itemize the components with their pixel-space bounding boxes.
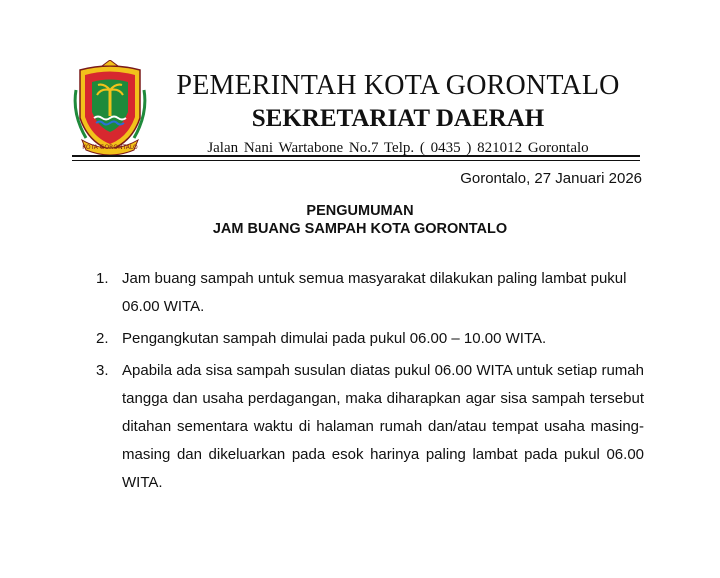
list-item xyxy=(96,265,644,321)
title-line-2: JAM BUANG SAMPAH KOTA GORONTALO xyxy=(212,221,508,237)
letterhead-thick-rule xyxy=(72,155,640,157)
item-text: Pengangkutan sampah dimulai pada pukul 06.00 – 10.00 WITA. xyxy=(122,330,547,347)
letterhead-thin-rule xyxy=(72,160,640,161)
item-number: 1. xyxy=(96,270,109,287)
list-item xyxy=(96,325,644,353)
department-name: SEKRETARIAT DAERAH xyxy=(251,105,545,132)
item-text: Jam buang sampah untuk semua masyarakat dilakukan paling lambat pukul 06.00 WITA. xyxy=(122,270,627,315)
item-text: Apabila ada sisa sampah susulan diatas pukul 06.00 WITA untuk setiap rumah tangga dan usaha perdagangan, maka diharapkan agar sisa sampah tersebut ditahan sementara waktu di halaman rumah dan/atau tempat usaha masing-masing dan dikeluarkan pada esok harinya paling lambat pada pukul 06.00 WITA. xyxy=(122,362,644,491)
list-item xyxy=(96,357,644,497)
item-number: 3. xyxy=(96,362,109,379)
item-number: 2. xyxy=(96,330,109,347)
government-name: PEMERINTAH KOTA GORONTALO xyxy=(176,70,620,101)
office-address: Jalan Nani Wartabone No.7 Telp. ( 0435 ) 821012 Gorontalo xyxy=(207,140,589,156)
document-date: Gorontalo, 27 Januari 2026 xyxy=(460,170,642,187)
announcement-title xyxy=(0,202,720,238)
logo-ribbon-text: KOTA GORONTALO xyxy=(82,144,138,151)
title-line-1: PENGUMUMAN xyxy=(306,203,414,219)
city-emblem-logo xyxy=(72,60,148,156)
announcement-items xyxy=(96,265,644,501)
letterhead xyxy=(148,70,648,159)
